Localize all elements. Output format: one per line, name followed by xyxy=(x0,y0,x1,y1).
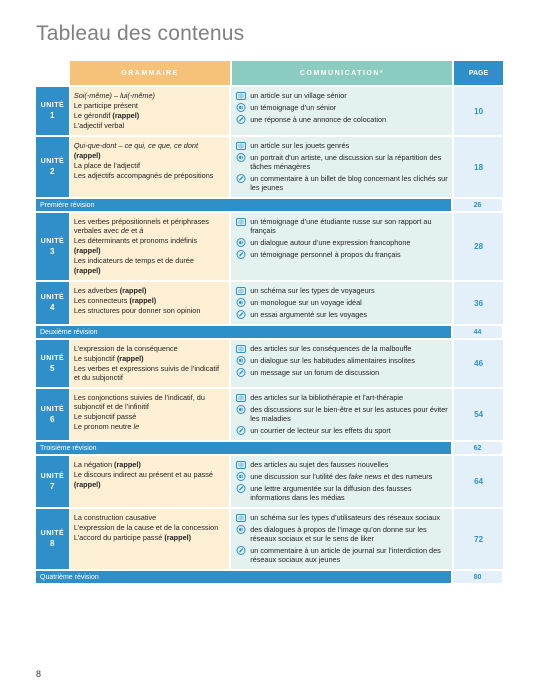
grammar-item: Les connecteurs (rappel) xyxy=(73,296,157,305)
grammar-item: La place de l’adjectif xyxy=(73,161,140,170)
unit-label: UNITÉ xyxy=(40,102,65,109)
grammar-item: Le pronom neutre le xyxy=(73,422,140,431)
grammar-item: La négation (rappel) xyxy=(73,460,141,469)
unit-number: 2 xyxy=(49,167,55,176)
page-link[interactable]: 64 xyxy=(454,456,503,507)
grammar-item: L’adjectif verbal xyxy=(73,121,125,130)
listening-icon xyxy=(235,405,246,414)
grammar-item: Les indicateurs de temps et de durée xyxy=(73,256,194,265)
grammar-cell xyxy=(70,456,229,507)
communication-cell xyxy=(231,87,452,135)
writing-icon xyxy=(235,484,246,493)
unit-cell xyxy=(36,509,69,569)
unit-cell xyxy=(36,137,69,197)
communication-item: un dialogue autour d’une expression francophone xyxy=(235,238,449,247)
communication-item: un commentaire à un billet de blog concernant les clichés sur les jeunes xyxy=(235,174,449,192)
communication-cell xyxy=(231,282,452,324)
writing-icon xyxy=(235,115,246,124)
unit-row xyxy=(36,456,503,507)
revision-row xyxy=(36,199,503,211)
communication-item: des discussions sur le bien-être et sur les astuces pour éviter les maladies xyxy=(235,405,449,423)
writing-icon xyxy=(235,250,246,259)
grammar-item: Le participe présent xyxy=(73,101,138,110)
communication-item: un portrait d’un artiste, une discussion sur la répartition des tâches ménagères xyxy=(235,153,449,171)
unit-number: 5 xyxy=(49,363,55,373)
communication-item: des dialogues à propos de l’image qu’on donne sur les réseaux sociaux et sur le sens de liker xyxy=(235,525,449,543)
listening-icon xyxy=(235,525,246,534)
contents-table xyxy=(36,61,503,585)
unit-row xyxy=(36,87,503,135)
communication-item: un dialogue sur les habitudes alimentaires insolites xyxy=(235,356,449,365)
communication-cell xyxy=(231,389,452,440)
revision-page[interactable]: 62 xyxy=(453,442,502,454)
revision-label: Première révision xyxy=(36,199,451,211)
unit-number: 6 xyxy=(49,414,55,424)
unit-label: UNITÉ xyxy=(40,294,65,301)
writing-icon xyxy=(235,368,246,377)
unit-cell xyxy=(36,87,69,135)
unit-label: UNITÉ xyxy=(40,354,65,362)
writing-icon xyxy=(235,310,246,319)
communication-header: COMMUNICATION* xyxy=(232,61,452,85)
revision-row xyxy=(36,442,503,454)
revision-row xyxy=(36,326,503,338)
grammar-cell xyxy=(70,509,229,569)
revision-label: Troisième révision xyxy=(36,442,451,454)
listening-icon xyxy=(235,298,246,307)
revision-label: Deuxième révision xyxy=(36,326,451,338)
page-link[interactable]: 46 xyxy=(454,340,503,387)
communication-item: un témoignage d’un sénior xyxy=(235,103,449,112)
page-link[interactable]: 28 xyxy=(454,213,503,280)
revision-page[interactable]: 44 xyxy=(453,326,502,338)
unit-cell xyxy=(36,340,69,387)
grammar-cell xyxy=(70,213,229,280)
writing-icon xyxy=(235,426,246,435)
grammar-item: (rappel) xyxy=(73,266,101,275)
reading-icon xyxy=(235,286,246,295)
page-link[interactable]: 18 xyxy=(454,137,503,197)
grammar-item: Soi(-même) – lui(-même) xyxy=(73,91,155,100)
communication-item: un monologue sur un voyage idéal xyxy=(235,298,449,307)
unit-number: 4 xyxy=(49,303,55,312)
grammar-item: Les verbes et expressions suivis de l’indicatif et du subjonctif xyxy=(73,364,220,382)
grammar-item: Le subjonctif (rappel) xyxy=(73,354,144,363)
grammar-item: L’accord du participe passé (rappel) xyxy=(73,533,192,542)
page-link[interactable]: 72 xyxy=(454,509,503,569)
communication-item: un commentaire à un article de journal sur l’interdiction des réseaux sociaux aux jeunes xyxy=(235,546,449,564)
grammar-item: L’expression de la conséquence xyxy=(73,344,178,353)
communication-cell xyxy=(231,340,452,387)
communication-item: une lettre argumentée sur la diffusion des fausses informations dans les médias xyxy=(235,484,449,502)
page-number: 8 xyxy=(36,669,42,679)
grammar-item: Les adjectifs accompagnés de prépositions xyxy=(73,171,214,180)
communication-item: un schéma sur les types d’utilisateurs des réseaux sociaux xyxy=(235,513,449,522)
grammar-cell xyxy=(70,87,229,135)
grammar-cell xyxy=(70,137,229,197)
unit-cell xyxy=(36,456,69,507)
writing-icon xyxy=(235,174,246,183)
grammar-item: Les adverbes (rappel) xyxy=(73,286,147,295)
grammar-item: Les structures pour donner son opinion xyxy=(73,306,201,315)
reading-icon xyxy=(235,141,246,150)
unit-label: UNITÉ xyxy=(40,158,65,165)
unit-row xyxy=(36,213,503,280)
reading-icon xyxy=(235,513,246,522)
page-link[interactable]: 10 xyxy=(454,87,503,135)
listening-icon xyxy=(235,103,246,112)
grammar-cell xyxy=(70,282,229,324)
unit-number: 8 xyxy=(49,539,55,548)
unit-number: 1 xyxy=(49,111,55,120)
revision-label: Quatrième révision xyxy=(36,571,451,583)
grammar-item: Le gérondif (rappel) xyxy=(73,111,140,120)
revision-page[interactable]: 26 xyxy=(453,199,502,211)
communication-item: des articles sur les conséquences de la malbouffe xyxy=(235,344,449,353)
grammar-item: L’expression de la cause et de la concession xyxy=(73,523,219,532)
listening-icon xyxy=(235,472,246,481)
listening-icon xyxy=(235,153,246,162)
unit-row xyxy=(36,340,503,387)
grammar-item: Les conjonctions suivies de l’indicatif, du subjonctif et de l’infinitif xyxy=(73,393,205,411)
unit-row xyxy=(36,509,503,569)
communication-item: un schéma sur les types de voyageurs xyxy=(235,286,449,295)
unit-label: UNITÉ xyxy=(40,530,65,537)
grammar-item: Le discours indirect au présent et au passé xyxy=(73,470,213,479)
reading-icon xyxy=(235,91,246,100)
grammar-cell xyxy=(70,340,229,387)
grammar-item: (rappel) xyxy=(73,151,101,160)
page-header: PAGE xyxy=(454,61,503,85)
unit-cell xyxy=(36,389,69,440)
page-link[interactable]: 54 xyxy=(454,389,503,440)
unit-cell xyxy=(36,282,69,324)
grammar-item: Les verbes prépositionnels et périphrases verbales avec de et à xyxy=(73,217,209,235)
communication-item: des articles au sujet des fausses nouvelles xyxy=(235,460,449,469)
grammar-item: Qui-que-dont – ce qui, ce que, ce dont xyxy=(73,141,198,150)
revision-page[interactable]: 80 xyxy=(453,571,502,583)
communication-cell xyxy=(231,456,452,507)
grammar-cell xyxy=(70,389,229,440)
communication-item: un message sur un forum de discussion xyxy=(235,368,449,377)
communication-item: un article sur les jouets genrés xyxy=(235,141,449,150)
unit-row xyxy=(36,137,503,197)
grammar-header: GRAMMAIRE xyxy=(70,61,230,85)
unit-cell xyxy=(36,213,69,280)
page-link[interactable]: 36 xyxy=(454,282,503,324)
unit-label: UNITÉ xyxy=(40,472,65,480)
communication-item: un témoignage d’une étudiante russe sur son rapport au français xyxy=(235,217,449,235)
unit-number: 7 xyxy=(49,481,55,491)
table-header xyxy=(36,61,503,85)
reading-icon xyxy=(235,460,246,469)
unit-row xyxy=(36,389,503,440)
writing-icon xyxy=(235,546,246,555)
communication-cell xyxy=(231,137,452,197)
communication-item: un essai argumenté sur les voyages xyxy=(235,310,449,319)
grammar-item: La construction causative xyxy=(73,513,157,522)
unit-label: UNITÉ xyxy=(40,405,65,413)
communication-item: un courrier de lecteur sur les effets du sport xyxy=(235,426,449,435)
communication-item: une réponse à une annonce de colocation xyxy=(235,115,449,124)
communication-item: un témoignage personnel à propos du français xyxy=(235,250,449,259)
grammar-item: (rappel) xyxy=(73,246,101,255)
listening-icon xyxy=(235,238,246,247)
grammar-item: Les déterminants et pronoms indéfinis xyxy=(73,236,198,245)
reading-icon xyxy=(235,344,246,353)
reading-icon xyxy=(235,393,246,402)
communication-item: une discussion sur l’utilité des fake news et des rumeurs xyxy=(235,472,449,481)
listening-icon xyxy=(235,356,246,365)
grammar-item: Le subjonctif passé xyxy=(73,412,137,421)
reading-icon xyxy=(235,217,246,226)
page-title: Tableau des contenus xyxy=(36,22,245,45)
communication-item: un article sur un village sénior xyxy=(235,91,449,100)
grammar-item: (rappel) xyxy=(73,480,101,489)
communication-cell xyxy=(231,509,452,569)
unit-number: 3 xyxy=(49,246,55,256)
revision-row xyxy=(36,571,503,583)
unit-label: UNITÉ xyxy=(40,237,65,245)
communication-cell xyxy=(231,213,452,280)
communication-item: des articles sur la bibliothérapie et l’art-thérapie xyxy=(235,393,449,402)
unit-row xyxy=(36,282,503,324)
